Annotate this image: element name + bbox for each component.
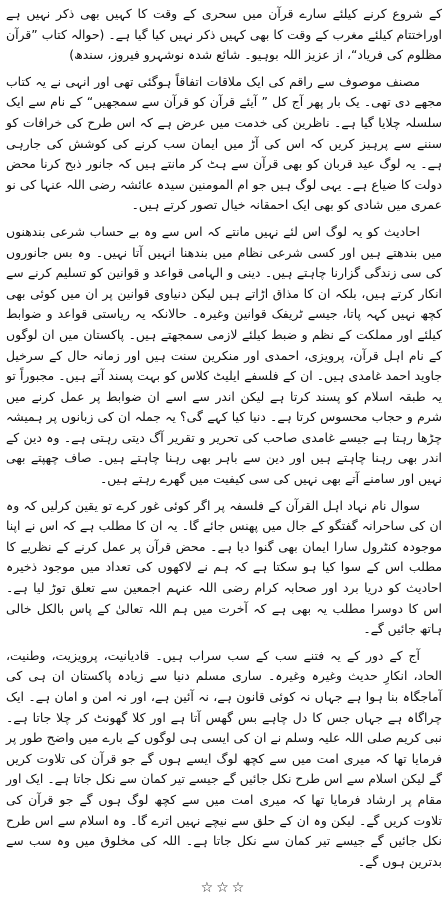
paragraph-3: احادیث کو یہ لوگ اس لئے نہیں مانتے کہ اس سے وہ بے حساب شرعی بندھنوں میں بندھتے ہیں اور کسی شرعی نظام میں بندھنا انہیں آتا نہیں۔ وہ بس جانوروں کی سی زندگی گزارنا چاہتے ہیں۔ دینی و الہامی قواعد و قوانین کو تسلیم کرنے سے انکار کرتے ہیں، بلکہ ان کا مذاق اڑاتے ہیں لیکن دنیاوی قوانین پر ان میں کوئی بھی کچھ نہیں کہہ پاتا، جیسے ٹریفک قوانین وغیرہ۔ حالانکہ یہ ریاستی قواعد و ضوابط کیلئے اور مملکت کے نظم و ضبط کیلئے لازمی سمجھتے ہیں۔ پاکستان میں ان لوگوں کے نام اہل قرآن، پرویزی، احمدی اور منکرین سنت ہیں اور زمانہ حال کے سرخیل جاوید احمد غامدی ہیں۔ ان کے فلسفے ایلیٹ کلاس کو بہت پسند آتے ہیں۔ مجبوراً تو یہ طبقہ اسلام کو پسند کرتا ہے لیکن اندر سے اسے ان ضوابط پر عمل کرنے میں شرم و حجاب محسوس کرتا ہے۔ دنیا کیا کہے گی؟ یہ جملہ ان کی زبانوں پر ہمیشہ چڑھا رہتا ہے جیسے غامدی صاحب کی تحریر و تقریر آگ دیتی رہتی ہے۔ وہ دین کے اندر بھی رہنا چاہتے ہیں اور دین سے باہر بھی رہنا چاہتے ہیں۔ صاف چھپتے بھی نہیں اور سامنے آتے بھی نہیں کی سی کیفیت میں گھرے رہتے ہیں۔	[6, 223, 442, 487]
paragraph-5: آج کے دور کے یہ فتنے سب کے سب سراب ہیں۔ قادیانیت، پرویزیت، وطنیت، الحاد، انکارِ حدیث وغیرہ وغیرہ۔ ساری مسلم دنیا سے زیادہ پاکستان ان ہی کی آماجگاہ بنا ہوا ہے جہاں نہ کوئی قانون ہے، نہ آئین ہے، اور نہ امن و امان ہے۔ ایک چراگاہ ہے جہاں جس کا دل چاہے بس گھس آتا ہے اور کلا گھونٹ کر چلا جاتا ہے۔ نبی کریم صلی اللہ علیہ وسلم نے ان کی ایسی ہی لوگوں کے بارے میں واضح طور پر فرمایا تھا کہ میری امت میں سے کچھ لوگ ایسے ہوں گے جو قرآن کی تلاوت کریں گے لیکن اسلام سے اس طرح نکل جائیں گے جیسے تیر کمان سے نکل جاتا ہے۔ ایک اور مقام پر ارشاد فرمایا تھا کہ میری امت میں سے کچھ لوگ ہوں گے جو قرآن کی تلاوت کریں گے۔ لیکن وہ ان کے حلق سے نیچے نہیں اترے گا۔ وہ اسلام سے اس طرح نکل جائیں گے جیسے تیر کمان سے نکل جاتا ہے۔ اللہ کی مخلوق میں وہ سب سے بدترین ہوں گے۔	[6, 647, 442, 869]
paragraph-2: مصنف موصوف سے راقم کی ایک ملاقات اتفاقاً ہوگئی تھی اور انہی نے یہ کتاب مجھے دی تھی۔ یک بار پھر آج کل ” آیئے قرآن کو قرآن سے سمجھیں“ کے نام سے ایک سلسلہ چلایا گیا ہے۔ ناظرین کی خدمت میں عرض ہے کہ اس طرح کی خرافات کو سننے سے پرہیز کریں کہ اس کی آڑ میں ایمان سب کرنے کی کوشش کی جارہی ہے۔ یہ لوگ عید قربان کو بھی قرآن سے ہٹ کر مانتے ہیں کہ جانور ذبح کرنا محض دولت کا ضیاع ہے۔ یہی لوگ ہیں جو ام المومنین سیدہ عائشہ رضی اللہ عنہا کی نو عمری میں شادی کو بھی ایک احمقانہ خیال تصور کرتے ہیں۔	[6, 73, 442, 213]
article-page	[6, 4, 442, 897]
end-of-article-stars: ☆☆☆	[200, 880, 248, 897]
paragraph-4: سوال نام نہاد اہل القرآن کے فلسفہ پر اگر کوئی غور کرے تو یقین کرلیں کہ وہ ان کی ساحرانہ گفتگو کے جال میں پھنس جائے گا۔ یہ ان کا مطلب ہے کہ اس نے اپنا موجودہ کنٹرول سارا ایمان بھی گنوا دیا ہے۔ محض قرآن پر عمل کرنے کے نظریے کا مطلب اس کے سوا کیا ہو سکتا ہے کہ ہم نے لاکھوں کی تعداد میں موجود ذخیرہ احادیث کو دریا برد اور صحابہ کرام رضی اللہ عنہم اجمعین سے تعلق توڑ لیا ہے۔ اس کا دوسرا مطلب یہ بھی ہے کہ آخرت میں ہم اللہ تعالیٰ کے پاس بالکل خالی ہاتھ جائیں گے۔	[6, 497, 442, 637]
paragraph-1: کے شروع کرنے کیلئے سارے قرآن میں سحری کے وقت کا کہیں بھی ذکر نہیں ہے اوراختتام کیلئے مغرب کے وقت کا بھی کہیں ذکر نہیں کیا گیا ہے۔ (حوالہ کتاب ”قرآن مظلوم کی فریاد“، از عزیز اللہ بوہیو۔ شائع شدہ نوشہرو فیروز، سندھ)	[6, 6, 442, 63]
